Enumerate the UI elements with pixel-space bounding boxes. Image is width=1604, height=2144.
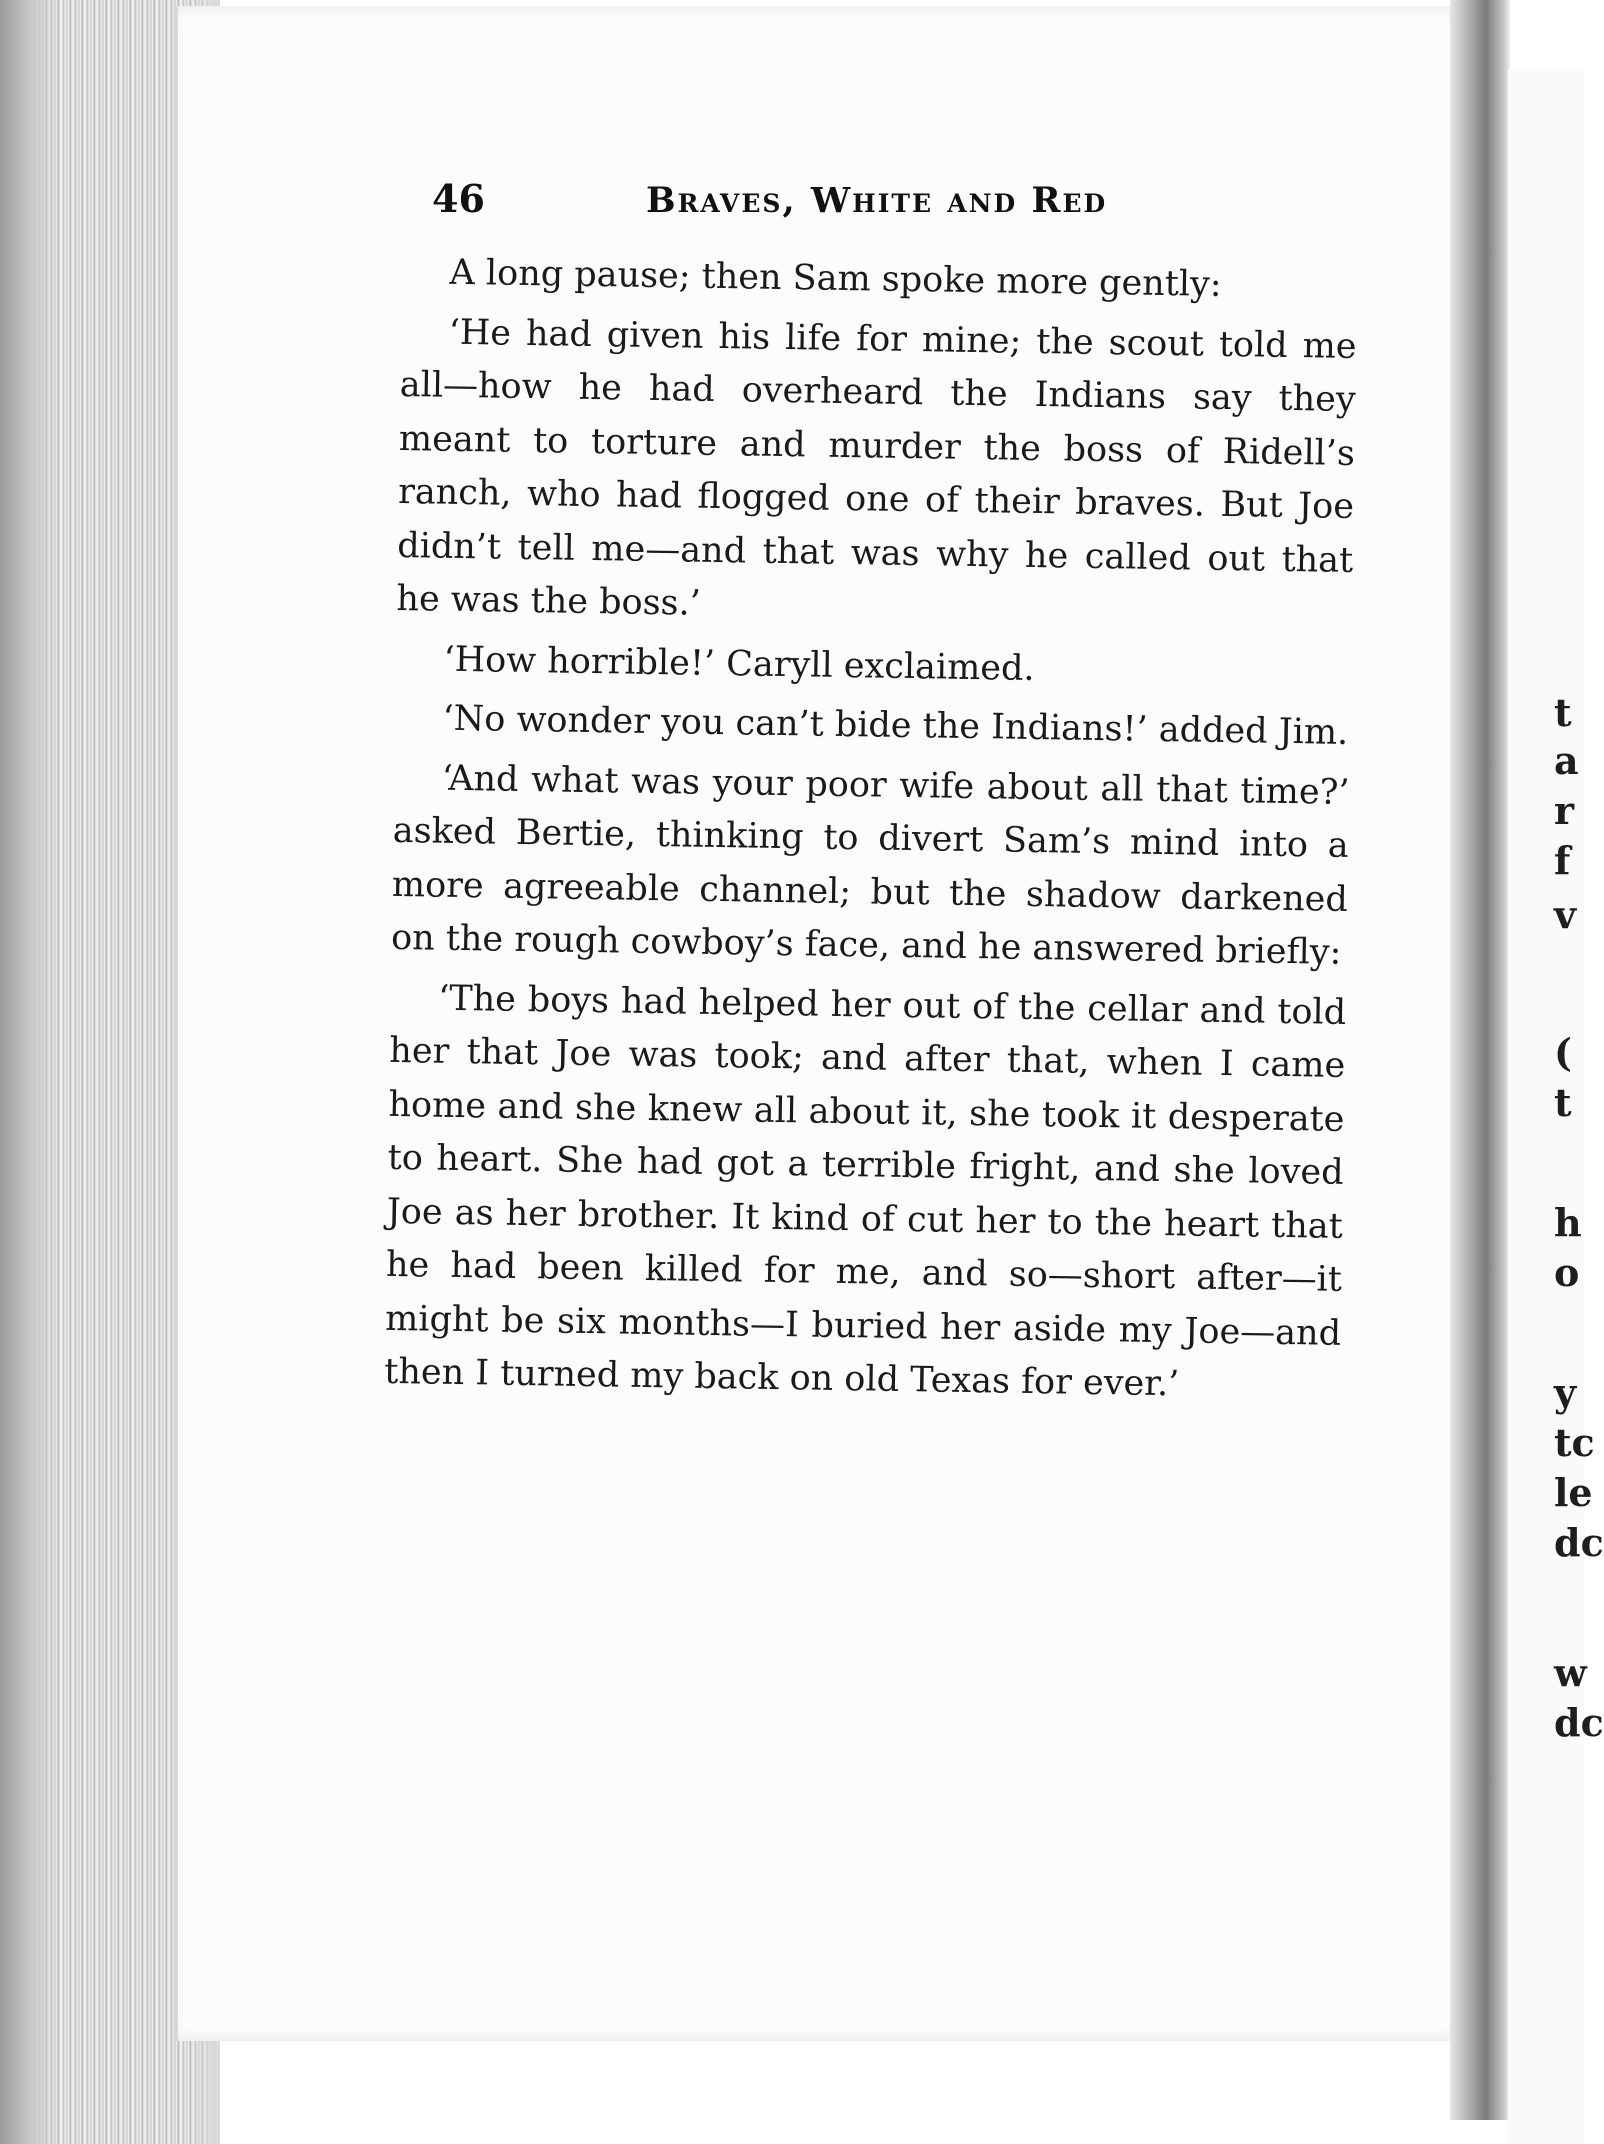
paragraph: ‘No wonder you can’t bide the Indians!’ added Jim. [442, 698, 1349, 753]
paragraph: ‘He had given his life for mine; the scout told me all—how he had overheard the Indians say they meant to torture and murder the boss of Ridell’s ranch, who had flogged one of their braves. But Joe didn’t tell me—and that was why he called out that he was the boss.’ [396, 312, 1357, 624]
paragraph: A long pause; then Sam spoke more gently: [449, 252, 1222, 305]
next-page-fragment: y [1554, 1370, 1577, 1415]
paragraph: ‘How horrible!’ Caryll exclaimed. [443, 639, 1035, 689]
next-page-fragment: a [1554, 738, 1579, 783]
next-page-fragment: o [1554, 1250, 1580, 1295]
page-number: 46 [432, 176, 485, 221]
next-page-fragment: dc [1554, 1700, 1604, 1745]
next-page-fragment: tc [1554, 1420, 1595, 1465]
body-text [384, 246, 1358, 1420]
next-page-edge [1508, 70, 1604, 2144]
paragraph: ‘And what was your poor wife about all that time?’ asked Bertie, thinking to divert Sam’s mind into a more agreeable channel; but the shadow darkened on the rough cowboy’s face, and he answered briefly: [390, 758, 1350, 973]
next-page-fragment: w [1554, 1650, 1587, 1695]
paragraph: ‘The boys had helped her out of the cellar and told her that Joe was took; and after that, when I came home and she knew all about it, she took it desperate to heart. She had got a terrible fright, and she loved Joe as her brother. It kind of cut her to the heart that he had been killed for me, and so—short after—it might be six months—I buried her aside my Joe—and then I turned my back on old Texas for ever.’ [383, 978, 1347, 1405]
next-page-fragment: le [1554, 1470, 1593, 1515]
next-page-fragment: f [1554, 838, 1571, 883]
next-page-fragment: t [1554, 1080, 1572, 1125]
next-page-fragment: ( [1554, 1030, 1572, 1075]
next-page-fragment: r [1554, 788, 1575, 833]
book-gutter [1450, 0, 1510, 2120]
next-page-fragment: t [1554, 690, 1572, 735]
next-page-fragment: h [1554, 1200, 1582, 1245]
next-page-fragment: dc [1554, 1520, 1604, 1565]
running-title: Braves, White and Red [646, 180, 1108, 221]
page-header [432, 176, 1192, 236]
next-page-fragment: v [1554, 892, 1577, 937]
